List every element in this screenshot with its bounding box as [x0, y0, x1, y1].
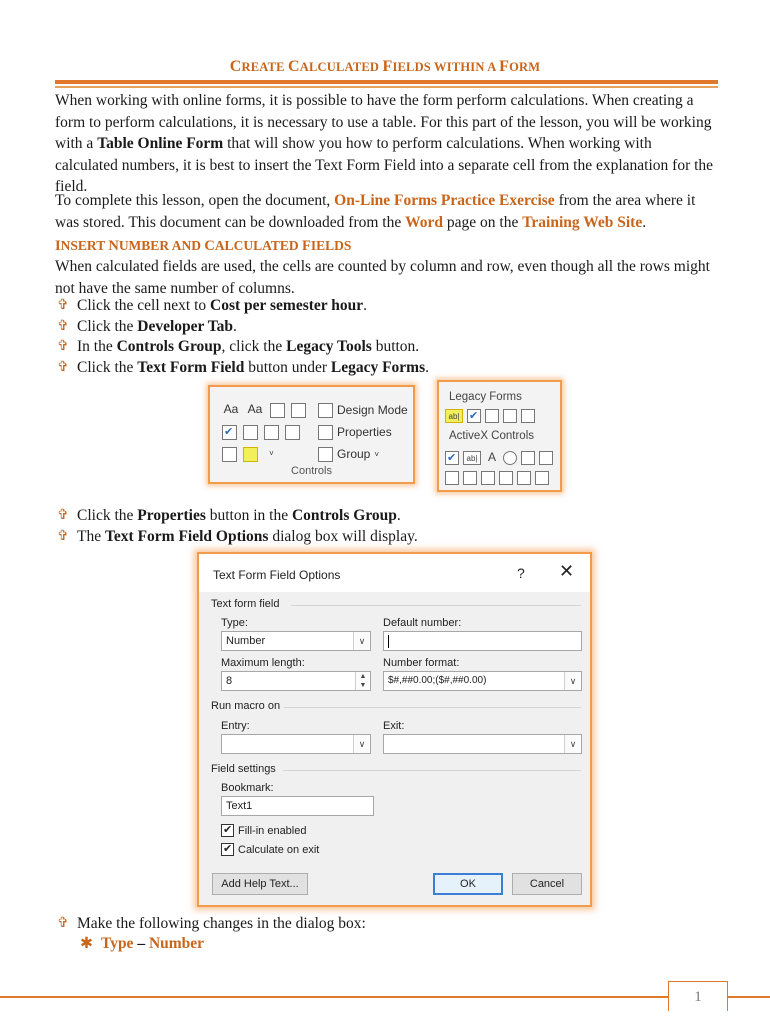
chevron-down-icon: ∨ [564, 672, 581, 690]
calculate-on-exit-checkbox[interactable]: ✔ Calculate on exit [221, 843, 319, 856]
instructions-paragraph: To complete this lesson, open the document, On-Line Forms Practice Exercise from the area where it was stored. This document can be downloaded from the Word page on the Training Web Site. [55, 192, 696, 231]
default-number-label: Default number: [383, 617, 462, 629]
activex-row-2 [439, 468, 560, 488]
list-item: ✞ Click the Developer Tab. [55, 317, 718, 338]
drop-down-list-control-icon[interactable] [264, 425, 279, 440]
command-button-activex-icon[interactable] [517, 471, 531, 485]
text-form-field-icon[interactable]: ab| [445, 409, 463, 423]
steps-list-2 [55, 506, 718, 547]
properties-icon [318, 425, 333, 440]
list-item: ✞ Click the cell next to Cost per semester hour. [55, 296, 718, 317]
picture-content-control-icon[interactable] [270, 403, 285, 418]
cross-bullet-icon: ✞ [57, 318, 69, 334]
number-format-select[interactable]: $#,##0.00;($#,##0.00) ∨ [383, 671, 582, 691]
cross-bullet-icon: ✞ [57, 359, 69, 375]
bookmark-input[interactable]: Text1 [221, 796, 374, 816]
image-activex-icon[interactable] [521, 451, 535, 465]
title-rule-thin [55, 86, 718, 88]
entry-label: Entry: [221, 720, 250, 732]
close-icon[interactable]: ✕ [559, 561, 575, 581]
default-number-input[interactable] [383, 631, 582, 651]
controls-group-label: Controls [291, 465, 332, 477]
group-icon [318, 447, 333, 462]
checkbox-checked-icon [221, 843, 234, 856]
calculated-fields-paragraph: When calculated fields are used, the cells are counted by column and row, even though all the rows might not have the same number of columns. [55, 258, 710, 297]
form-field-shading-icon[interactable] [521, 409, 535, 423]
exit-label: Exit: [383, 720, 405, 732]
chevron-down-icon: ˅ [374, 449, 380, 459]
legacy-forms-panel [437, 380, 562, 492]
text-caret [388, 635, 389, 648]
chevron-down-icon: ∨ [564, 735, 581, 753]
building-block-control-icon[interactable] [291, 403, 306, 418]
controls-group-panel [208, 385, 415, 484]
design-mode-button[interactable]: Design Mode [318, 399, 408, 421]
intro-paragraph: When working with online forms, it is possible to have the form perform calculations. When creating a form to perform calculations, it is necessary to use a table. For this part of the lesson, you will be working with a Table Online Form that will show you how to perform calculations. When working with calculated numbers, it is best to insert the Text Form Field into a separate cell from the explanation for the field. [55, 92, 714, 195]
bookmark-label: Bookmark: [221, 782, 274, 794]
cross-bullet-icon: ✞ [57, 298, 69, 313]
insert-frame-icon[interactable] [503, 409, 517, 423]
word-page-link[interactable]: Word [405, 213, 444, 231]
chevron-down-icon[interactable]: ˅ [269, 448, 274, 458]
text-form-field-options-dialog [197, 552, 592, 907]
section-heading: INSERT NUMBER AND CALCULATED FIELDS [55, 238, 352, 254]
dialog-title: Text Form Field Options [213, 568, 341, 582]
more-controls-icon[interactable] [535, 471, 549, 485]
cross-bullet-icon: ✞ [57, 528, 69, 544]
list-box-activex-icon[interactable] [481, 471, 495, 485]
cross-bullet-icon: ✞ [57, 339, 69, 354]
list-item: ✞ In the Controls Group, click the Legacy Tools button. [55, 337, 718, 358]
properties-button[interactable]: Properties [318, 421, 408, 443]
group-divider [284, 707, 581, 708]
reset-form-fields-icon[interactable] [539, 409, 553, 423]
chevron-down-icon: ∨ [353, 632, 370, 650]
date-picker-control-icon[interactable] [285, 425, 300, 440]
checkbox-activex-icon[interactable] [445, 451, 459, 465]
combo-box-activex-icon[interactable] [445, 471, 459, 485]
text-form-field-group-label: Text form field [211, 598, 280, 610]
group-button[interactable]: Group ˅ [318, 443, 408, 465]
cross-bullet-icon: ✞ [57, 916, 69, 931]
legacy-tools-icon[interactable] [243, 447, 258, 462]
field-settings-group-label: Field settings [211, 763, 276, 775]
textbox-activex-icon[interactable]: ab| [463, 451, 481, 465]
combo-box-control-icon[interactable] [243, 425, 258, 440]
steps-list-1 [55, 296, 718, 378]
run-macro-on-group-label: Run macro on [211, 700, 281, 712]
number-format-label: Number format: [383, 657, 460, 669]
page-number: 1 [668, 981, 728, 1011]
exit-macro-select[interactable] [383, 734, 582, 754]
scroll-bar-activex-icon[interactable] [499, 471, 513, 485]
ok-button[interactable]: OK [433, 873, 503, 895]
sub-step-type-number: ✱ Type – Number [80, 935, 205, 952]
list-item: ✞ Click the Properties button in the Controls Group. [55, 506, 718, 527]
asterisk-bullet-icon: ✱ [80, 935, 93, 952]
legacy-forms-row [439, 406, 560, 426]
plain-text-content-control-icon[interactable]: Aa [247, 401, 263, 416]
toggle-button-activex-icon[interactable] [463, 471, 477, 485]
group-divider [283, 770, 581, 771]
cross-bullet-icon: ✞ [57, 508, 69, 523]
spin-button-activex-icon[interactable] [539, 451, 553, 465]
label-activex-icon[interactable]: A [487, 450, 496, 464]
rich-text-content-control-icon[interactable]: Aa [223, 401, 239, 416]
activex-row-1 [439, 448, 560, 468]
repeating-section-control-icon[interactable] [222, 447, 237, 462]
controls-button-column [318, 399, 408, 465]
checkbox-content-control-icon[interactable] [222, 425, 237, 440]
option-button-activex-icon[interactable] [503, 451, 517, 465]
check-box-form-field-icon[interactable] [467, 409, 481, 423]
title-rule-thick [55, 80, 718, 84]
fill-in-enabled-checkbox[interactable]: ✔ Fill-in enabled [221, 824, 306, 837]
chevron-down-icon: ∨ [353, 735, 370, 753]
maximum-length-label: Maximum length: [221, 657, 305, 669]
entry-macro-select[interactable] [221, 734, 371, 754]
design-mode-icon [318, 403, 333, 418]
steps-list-3 [55, 914, 718, 935]
list-item: ✞ The Text Form Field Options dialog box will display. [55, 527, 718, 548]
activex-controls-heading: ActiveX Controls [449, 430, 535, 442]
maximum-length-stepper[interactable]: 8 ▲ ▼ [221, 671, 371, 691]
footer-rule [0, 996, 668, 998]
list-item: ✞ Click the Text Form Field button under Legacy Forms. [55, 358, 718, 379]
controls-icon-grid [222, 399, 314, 465]
drop-down-form-field-icon[interactable] [485, 409, 499, 423]
dialog-titlebar [199, 554, 590, 592]
list-item: ✞ Make the following changes in the dialog box: [55, 914, 718, 935]
footer-rule-right [728, 996, 770, 998]
add-help-text-button[interactable]: Add Help Text... [212, 873, 308, 895]
checkbox-checked-icon [221, 824, 234, 837]
type-label: Type: [221, 617, 248, 629]
spin-arrows-icon[interactable]: ▲ ▼ [355, 672, 370, 690]
group-divider [291, 605, 581, 606]
page-title: CREATE CALCULATED FIELDS WITHIN A FORM [229, 58, 541, 75]
cancel-button[interactable]: Cancel [512, 873, 582, 895]
document-name: On-Line Forms Practice Exercise [334, 192, 555, 209]
legacy-forms-heading: Legacy Forms [449, 391, 522, 403]
help-icon[interactable]: ? [517, 565, 525, 581]
training-site-link[interactable]: Training Web Site [522, 213, 643, 231]
type-select[interactable]: Number ∨ [221, 631, 371, 651]
